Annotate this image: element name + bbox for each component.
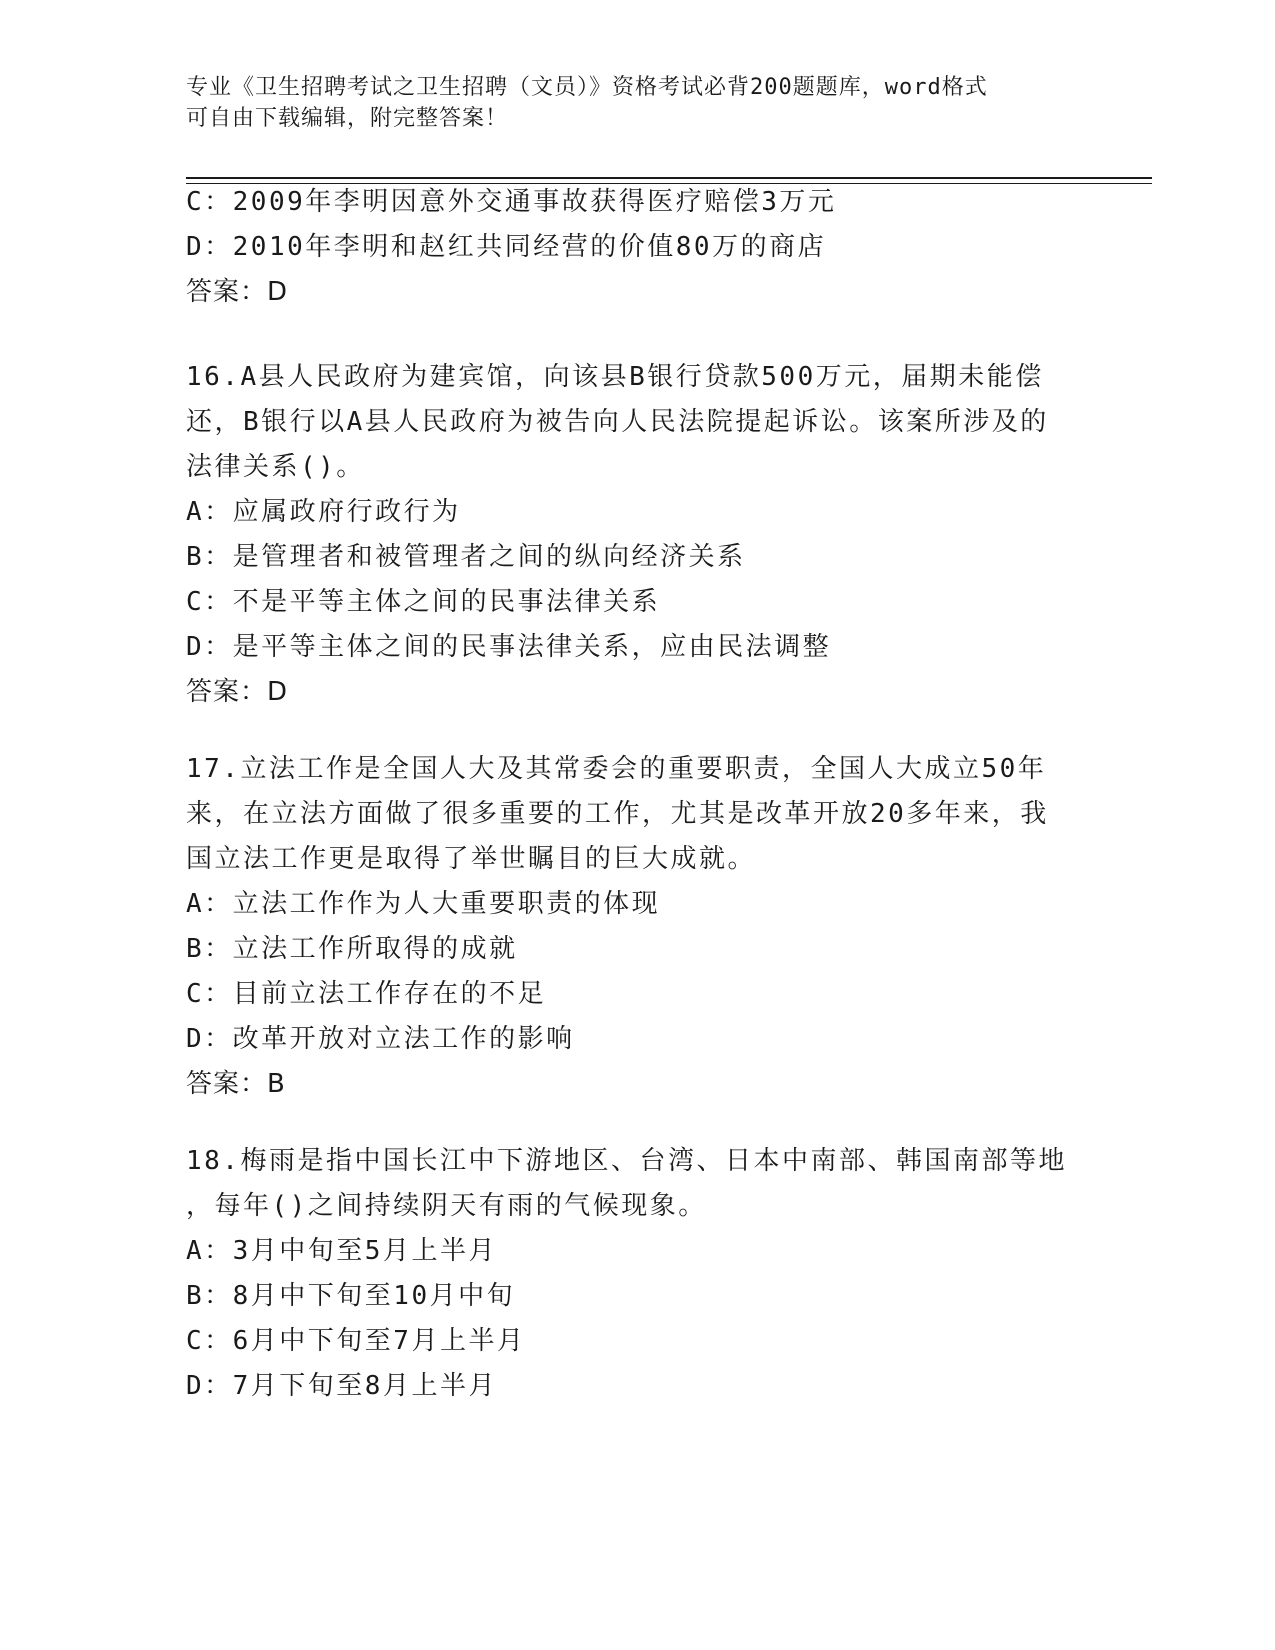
option-a: A：3月中旬至5月上半月 xyxy=(186,1236,497,1266)
option-a: A：应属政府行政行为 xyxy=(186,497,461,527)
question-stem-line: 来，在立法方面做了很多重要的工作，尤其是改革开放20多年来，我 xyxy=(186,799,1049,829)
question-stem-line: 17.立法工作是全国人大及其常委会的重要职责，全国人大成立50年 xyxy=(186,754,1047,784)
answer-label: 答案：D xyxy=(186,677,289,707)
option-c: C：不是平等主体之间的民事法律关系 xyxy=(186,587,661,617)
question-stem-line: ，每年()之间持续阴天有雨的气候现象。 xyxy=(186,1191,707,1221)
question-16 xyxy=(186,355,1086,715)
option-c: C：6月中下旬至7月上半月 xyxy=(186,1326,526,1356)
option-b: B：立法工作所取得的成就 xyxy=(186,934,518,964)
document-header xyxy=(186,72,1066,134)
option-b: B：8月中下旬至10月中旬 xyxy=(186,1281,516,1311)
question-stem-line: 国立法工作更是取得了举世瞩目的巨大成就。 xyxy=(186,844,757,874)
question-stem-line: 18.梅雨是指中国长江中下游地区、台湾、日本中南部、韩国南部等地 xyxy=(186,1146,1067,1176)
option-d: D：2010年李明和赵红共同经营的价值80万的商店 xyxy=(186,232,827,262)
question-stem-line: 法律关系()。 xyxy=(186,452,365,482)
question-stem-line: 还，B银行以A县人民政府为被告向人民法院提起诉讼。该案所涉及的 xyxy=(186,407,1049,437)
header-divider-thick xyxy=(186,177,1152,179)
answer-label: 答案：D xyxy=(186,277,289,307)
option-d: D：改革开放对立法工作的影响 xyxy=(186,1024,575,1054)
option-c: C：目前立法工作存在的不足 xyxy=(186,979,547,1009)
answer-label: 答案：B xyxy=(186,1069,286,1099)
option-b: B：是管理者和被管理者之间的纵向经济关系 xyxy=(186,542,746,572)
question-17 xyxy=(186,747,1086,1107)
option-d: D：7月下旬至8月上半月 xyxy=(186,1371,497,1401)
option-d: D：是平等主体之间的民事法律关系，应由民法调整 xyxy=(186,632,832,662)
option-c: C：2009年李明因意外交通事故获得医疗赔偿3万元 xyxy=(186,187,837,217)
question-stem-line: 16.A县人民政府为建宾馆，向该县B银行贷款500万元，届期未能偿 xyxy=(186,362,1044,392)
header-title-line-1: 专业《卫生招聘考试之卫生招聘（文员）》资格考试必背200题题库，word格式 xyxy=(186,75,988,100)
option-a: A：立法工作作为人大重要职责的体现 xyxy=(186,889,661,919)
previous-question-tail xyxy=(186,180,1086,315)
question-18 xyxy=(186,1139,1086,1409)
header-title-line-2: 可自由下载编辑，附完整答案！ xyxy=(186,106,509,131)
